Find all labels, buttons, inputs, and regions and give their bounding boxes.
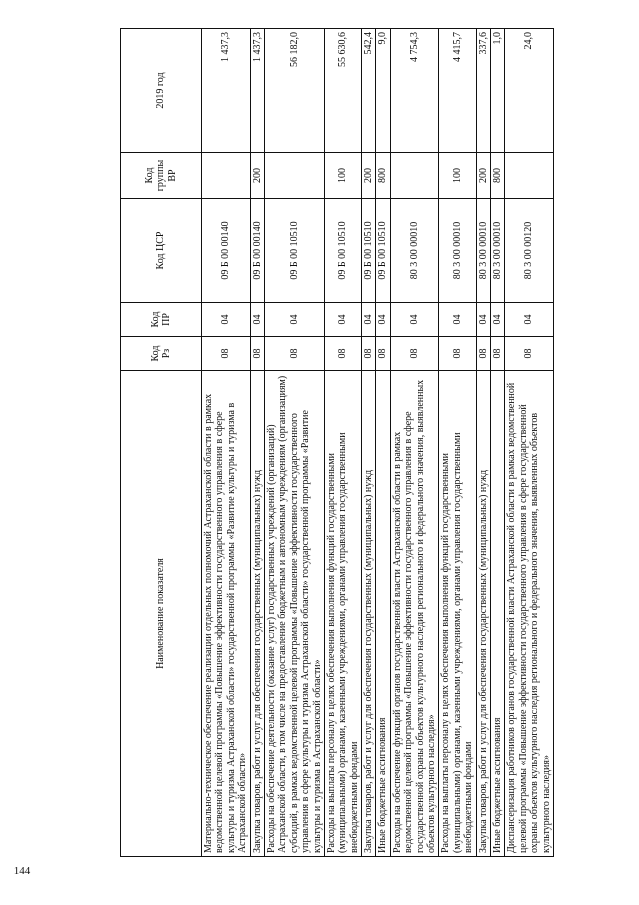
cell-vr bbox=[390, 153, 439, 199]
cell-name: Расходы на обеспечение функций органов государственной власти Астраханской области в рамках ведомственной целевой программы «Повышение эффективности государственного управления в сфере государственной охраны объектов культурного наследия регионального и федерального значения, выявленных объектов культурного наследия» bbox=[390, 371, 439, 857]
cell-rz: 08 bbox=[324, 337, 361, 371]
cell-name: Закупка товаров, работ и услуг для обеспечения государственных (муниципальных) нужд bbox=[476, 371, 490, 857]
cell-name: Расходы на выплаты персоналу в целях обеспечения выполнения функций государственными (муниципальными) органами, казенными учреждениями, органами управления государственными внебюджетными фондами bbox=[324, 371, 361, 857]
header-rz: Код Рз bbox=[121, 337, 202, 371]
cell-value: 1 437,3 bbox=[250, 29, 264, 153]
cell-vr: 800 bbox=[376, 153, 390, 199]
cell-csr: 09 Б 00 10510 bbox=[362, 199, 376, 303]
cell-rz: 08 bbox=[505, 337, 554, 371]
cell-name: Иные бюджетные ассигнования bbox=[490, 371, 504, 857]
cell-vr bbox=[264, 153, 324, 199]
cell-pr: 04 bbox=[376, 303, 390, 337]
cell-rz: 08 bbox=[250, 337, 264, 371]
cell-value: 56 182,0 bbox=[264, 29, 324, 153]
table-header-row bbox=[121, 29, 202, 857]
header-name: Наименование показателя bbox=[121, 371, 202, 857]
cell-pr: 04 bbox=[264, 303, 324, 337]
table-row bbox=[490, 29, 504, 857]
cell-pr: 04 bbox=[250, 303, 264, 337]
header-year: 2019 год bbox=[121, 29, 202, 153]
budget-table bbox=[120, 28, 554, 857]
cell-pr: 04 bbox=[362, 303, 376, 337]
cell-rz: 08 bbox=[362, 337, 376, 371]
cell-rz: 08 bbox=[390, 337, 439, 371]
table-row bbox=[505, 29, 554, 857]
table-body bbox=[202, 29, 554, 857]
table-row bbox=[390, 29, 439, 857]
cell-csr: 09 Б 00 00140 bbox=[250, 199, 264, 303]
table-row bbox=[376, 29, 390, 857]
cell-vr: 200 bbox=[362, 153, 376, 199]
table-row bbox=[250, 29, 264, 857]
cell-pr: 04 bbox=[505, 303, 554, 337]
cell-rz: 08 bbox=[376, 337, 390, 371]
cell-rz: 08 bbox=[202, 337, 251, 371]
cell-rz: 08 bbox=[264, 337, 324, 371]
cell-vr bbox=[505, 153, 554, 199]
cell-value: 542,4 bbox=[362, 29, 376, 153]
cell-csr: 09 Б 00 10510 bbox=[324, 199, 361, 303]
cell-vr bbox=[202, 153, 251, 199]
cell-csr: 80 3 00 00010 bbox=[490, 199, 504, 303]
cell-vr: 100 bbox=[439, 153, 476, 199]
cell-name: Расходы на обеспечение деятельности (оказание услуг) государственных учреждений (организаций) Астраханской области, в том числе на предоставление бюджетным и автономным учреждениям (организациям) субсидий, в рамках ведомственной целевой программы «Повышение эффективности государственного управления в сфере культуры и туризма Астраханской области» государственной программы «Развитие культуры и туризма в Астраханской области» bbox=[264, 371, 324, 857]
cell-vr: 100 bbox=[324, 153, 361, 199]
cell-value: 9,0 bbox=[376, 29, 390, 153]
cell-name: Закупка товаров, работ и услуг для обеспечения государственных (муниципальных) нужд bbox=[362, 371, 376, 857]
page-number: 144 bbox=[13, 865, 31, 877]
cell-value: 4 415,7 bbox=[439, 29, 476, 153]
cell-pr: 04 bbox=[439, 303, 476, 337]
cell-pr: 04 bbox=[490, 303, 504, 337]
cell-value: 55 630,6 bbox=[324, 29, 361, 153]
cell-vr: 200 bbox=[250, 153, 264, 199]
table-row bbox=[362, 29, 376, 857]
cell-name: Закупка товаров, работ и услуг для обеспечения государственных (муниципальных) нужд bbox=[250, 371, 264, 857]
table-row bbox=[202, 29, 251, 857]
cell-csr: 80 3 00 00010 bbox=[476, 199, 490, 303]
cell-csr: 09 Б 00 00140 bbox=[202, 199, 251, 303]
table-row bbox=[324, 29, 361, 857]
table-row bbox=[264, 29, 324, 857]
table-row bbox=[476, 29, 490, 857]
header-vr: Код группы ВР bbox=[121, 153, 202, 199]
header-csr: Код ЦСР bbox=[121, 199, 202, 303]
cell-vr: 800 bbox=[490, 153, 504, 199]
cell-csr: 09 Б 00 10510 bbox=[376, 199, 390, 303]
header-pr: Код ПР bbox=[121, 303, 202, 337]
cell-name: Диспансеризация работников органов государственной власти Астраханской области в рамках ведомственной целевой программы «Повышение эффективности государственного управления в сфере государственной охраны объектов культурного наследия регионального и федерального значения, выявленных объектов культурного наследия» bbox=[505, 371, 554, 857]
cell-vr: 200 bbox=[476, 153, 490, 199]
cell-csr: 80 3 00 00010 bbox=[439, 199, 476, 303]
cell-value: 24,0 bbox=[505, 29, 554, 153]
cell-csr: 80 3 00 00010 bbox=[390, 199, 439, 303]
cell-csr: 09 Б 00 10510 bbox=[264, 199, 324, 303]
cell-pr: 04 bbox=[390, 303, 439, 337]
cell-value: 4 754,3 bbox=[390, 29, 439, 153]
cell-pr: 04 bbox=[476, 303, 490, 337]
cell-pr: 04 bbox=[324, 303, 361, 337]
cell-name: Иные бюджетные ассигнования bbox=[376, 371, 390, 857]
cell-csr: 80 3 00 00120 bbox=[505, 199, 554, 303]
cell-name: Материально-техническое обеспечение реализации отдельных полномочий Астраханской области в рамках ведомственной целевой программы «Повышение эффективности государственного управления в сфере культуры и туризма Астраханской области» государственной программы «Развитие культуры и туризма в Астраханской области» bbox=[202, 371, 251, 857]
table-row bbox=[439, 29, 476, 857]
cell-rz: 08 bbox=[439, 337, 476, 371]
cell-pr: 04 bbox=[202, 303, 251, 337]
cell-value: 1,0 bbox=[490, 29, 504, 153]
cell-rz: 08 bbox=[476, 337, 490, 371]
cell-value: 1 437,3 bbox=[202, 29, 251, 153]
cell-name: Расходы на выплаты персоналу в целях обеспечения выполнения функций государственными (муниципальными) органами, казенными учреждениями, органами управления государственными внебюджетными фондами bbox=[439, 371, 476, 857]
cell-value: 337,6 bbox=[476, 29, 490, 153]
cell-rz: 08 bbox=[490, 337, 504, 371]
